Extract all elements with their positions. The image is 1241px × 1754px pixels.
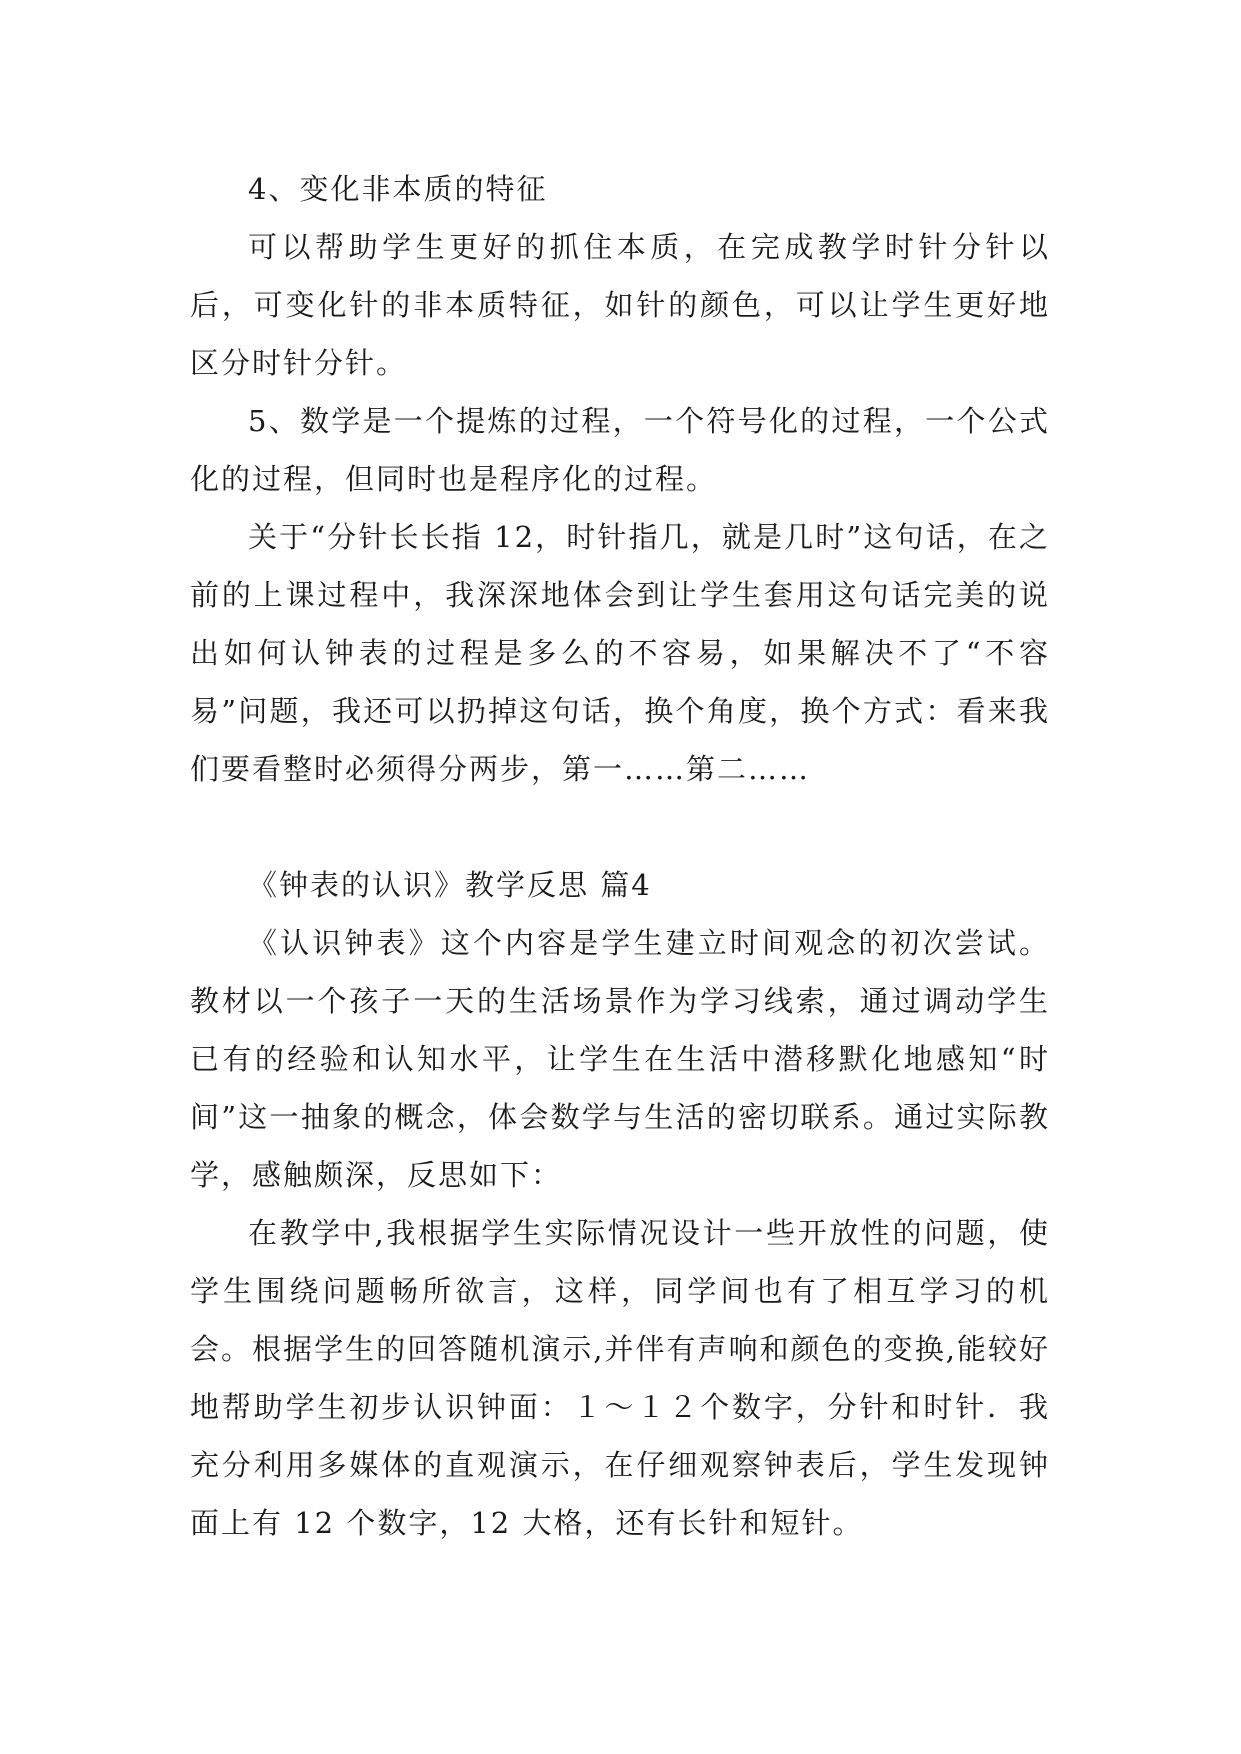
paragraph-heading-5: 5、数学是一个提炼的过程，一个符号化的过程，一个公式化的过程，但同时也是程序化的过程。 bbox=[190, 404, 1050, 496]
section-title: 《钟表的认识》教学反思 篇4 bbox=[248, 868, 652, 902]
section-spacer bbox=[190, 798, 1050, 856]
document-body bbox=[190, 160, 1050, 1552]
paragraph: 关于“分针长长指 12，时针指几，就是几时”这句话，在之前的上课过程中，我深深地体会到让学生套用这句话完美的说出如何认钟表的过程是多么的不容易，如果解决不了“不容易”问题，我还可以扔掉这句话，换个角度，换个方式：看来我们要看整时必须得分两步，第一……第二…… bbox=[190, 520, 1050, 786]
paragraph: 《认识钟表》这个内容是学生建立时间观念的初次尝试。教材以一个孩子一天的生活场景作为学习线索，通过调动学生已有的经验和认知水平，让学生在生活中潜移默化地感知“时间”这一抽象的概念，体会数学与生活的密切联系。通过实际教学，感触颇深，反思如下： bbox=[190, 926, 1050, 1192]
paragraph-heading-4: 4、变化非本质的特征 bbox=[248, 172, 548, 206]
paragraph: 在教学中,我根据学生实际情况设计一些开放性的问题，使学生围绕问题畅所欲言，这样，同学间也有了相互学习的机会。根据学生的回答随机演示,并伴有声响和颜色的变换,能较好地帮助学生初步认识钟面：１～１２个数字，分针和时针．我充分利用多媒体的直观演示，在仔细观察钟表后，学生发现钟面上有 12 个数字，12 大格，还有长针和短针。 bbox=[190, 1216, 1050, 1540]
paragraph: 可以帮助学生更好的抓住本质，在完成教学时针分针以后，可变化针的非本质特征，如针的颜色，可以让学生更好地区分时针分针。 bbox=[190, 230, 1050, 380]
